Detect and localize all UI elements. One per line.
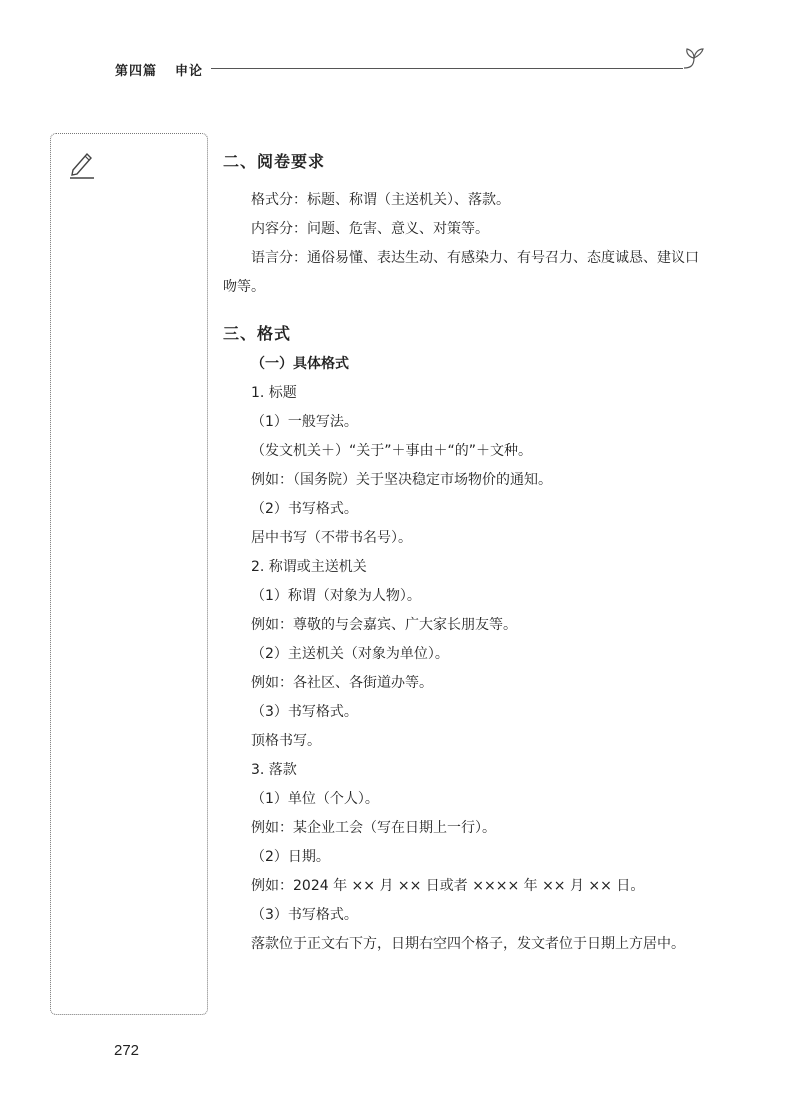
main-content (223, 148, 703, 959)
sprout-icon (681, 42, 707, 72)
list-item: （1）称谓（对象为人物）。 (251, 588, 421, 604)
list-item: （2）书写格式。 (251, 501, 358, 517)
part-label: 第四篇 (115, 64, 158, 79)
list-item: （2）日期。 (251, 849, 330, 865)
list-item: （1）单位（个人）。 (251, 791, 379, 807)
list-item: 例如：（国务院）关于坚决稳定市场物价的通知。 (251, 472, 552, 488)
paragraph: 语言分：通俗易懂、表达生动、有感染力、有号召力、态度诚恳、建议口吻等。 (223, 250, 699, 295)
paragraph: 格式分：标题、称谓（主送机关）、落款。 (251, 192, 510, 208)
chapter-title: 申论 (175, 64, 204, 79)
list-item: 例如：某企业工会（写在日期上一行）。 (251, 820, 496, 836)
running-header (115, 56, 705, 84)
list-item: 例如：各社区、各街道办等。 (251, 675, 433, 691)
header-rule (211, 68, 683, 69)
list-item: 2. 称谓或主送机关 (251, 559, 367, 575)
notes-margin-box (50, 133, 208, 1015)
list-item: （发文机关＋）“关于”＋事由＋“的”＋文种。 (251, 443, 533, 459)
list-item: （2）主送机关（对象为单位）。 (251, 646, 449, 662)
paragraph: 内容分：问题、危害、意义、对策等。 (251, 221, 489, 237)
list-item: （3）书写格式。 (251, 704, 358, 720)
list-item: （1）一般写法。 (251, 414, 358, 430)
list-item: 1. 标题 (251, 385, 297, 401)
page-number: 272 (114, 1042, 140, 1059)
list-item: 例如：尊敬的与会嘉宾、广大家长朋友等。 (251, 617, 517, 633)
section-heading-grading: 二、阅卷要求 (223, 152, 326, 171)
list-item: 3. 落款 (251, 762, 297, 778)
subsection-heading: （一）具体格式 (251, 356, 349, 372)
list-item: 例如：2024 年 ×× 月 ×× 日或者 ×××× 年 ×× 月 ×× 日。 (251, 878, 645, 894)
format-list (223, 379, 703, 930)
section-heading-format: 三、格式 (223, 324, 292, 343)
list-item: 居中书写（不带书名号）。 (251, 530, 412, 546)
list-item: 顶格书写。 (251, 733, 321, 749)
paragraph: 落款位于正文右下方，日期右空四个格子，发文者位于日期上方居中。 (251, 936, 685, 952)
list-item: （3）书写格式。 (251, 907, 358, 923)
pencil-icon (67, 148, 97, 180)
